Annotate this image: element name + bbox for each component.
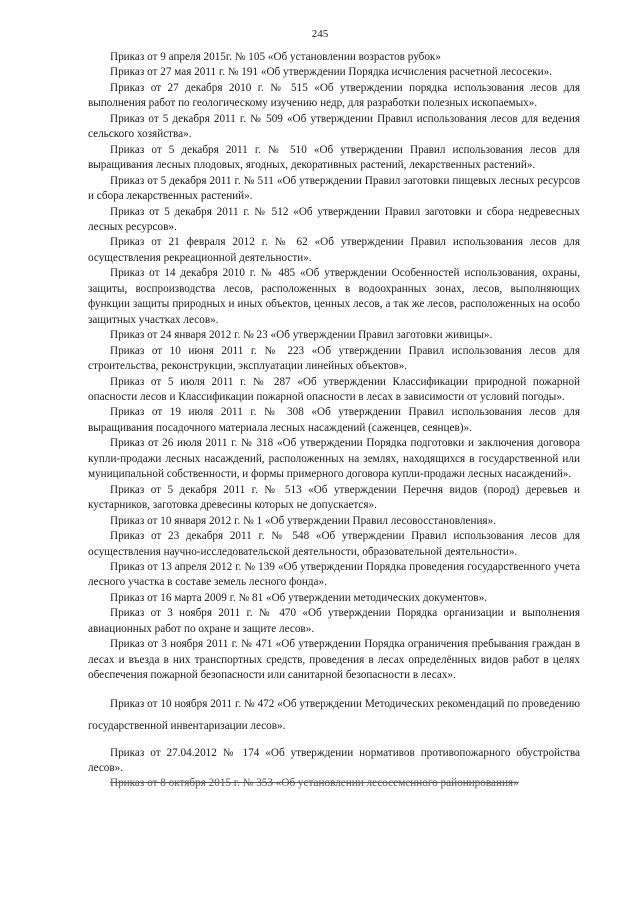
document-body [88,50,580,792]
page-number: 245 [311,28,329,40]
paragraph-order-510: Приказ от 5 декабря 2011 г. № 510 «Об утверждении Правил использования лесов для выращивания лесных плодовых, ягодных, декоративных растений, лекарственных растений». [88,143,580,172]
paragraph-order-470: Приказ от 3 ноября 2011 г. № 470 «Об утверждении Порядка организации и выполнения авиационных работ по охране и защите лесов». [88,607,580,635]
paragraph-order-287: Приказ от 5 июля 2011 г. № 287 «Об утверждении Классификации природной пожарной опасности лесов и Классификации пожарной опасности в лесах в зависимости от условий погоды». [88,375,580,403]
paragraph-order-472: Приказ от 10 ноября 2011 г. № 472 «Об утверждении Методических рекомендаций по проведению государственной инвентаризации лесов». [88,697,580,732]
paragraph-order-191: Приказ от 27 мая 2011 г. № 191 «Об утверждении Порядка исчисления расчетной лесосеки». [110,66,553,79]
paragraph-order-511: Приказ от 5 декабря 2011 г. № 511 «Об утверждении Правил заготовки пищевых лесных ресурсов и сбора лекарственных растений». [88,174,580,203]
paragraph-order-515: Приказ от 27 декабря 2010 г. № 515 «Об утверждении порядка использования лесов для выполнения работ по геологическому изучению недр, для разработки полезных ископаемых». [88,81,580,110]
paragraph-order-139: Приказ от 13 апреля 2012 г. № 139 «Об утверждении Порядка проведения государственного учета лесного участка в составе земель лесного фонда». [88,560,580,589]
paragraph-order-485: Приказ от 14 декабря 2010 г. № 485 «Об утверждении Особенностей использования, охраны, защиты, воспроизводства лесов, расположенных в водоохранных зонах, лесов, выполняющих функции защиты природных и иных объектов, ценных лесов, а так же лесов, расположенных на особо защитных участках лесов». [88,267,580,326]
paragraph-order-23: Приказ от 24 января 2012 г. № 23 «Об утверждении Правил заготовки живицы». [110,329,493,342]
paragraph-order-308: Приказ от 19 июля 2011 г. № 308 «Об утверждении Правил использования лесов для выращивания посадочного материала лесных насаждений (саженцев, сеянцев)». [88,406,580,434]
paragraph-order-1: Приказ от 10 января 2012 г. № 1 «Об утверждении Правил лесовосстановления». [110,514,496,527]
paragraph-order-318: Приказ от 26 июля 2011 г. № 318 «Об утверждении Порядка подготовки и заключения договора купли-продажи лесных насаждений, расположенных на землях, находящихся в государственной или муниципальной собственности, и формы примерного договора купли-продажи лесных насаждений». [88,437,580,481]
paragraph-order-62: Приказ от 21 февраля 2012 г. № 62 «Об утверждении Правил использования лесов для осуществления рекреационной деятельности». [88,236,580,264]
paragraph-order-513: Приказ от 5 декабря 2011 г. № 513 «Об утверждении Перечня видов (пород) деревьев и кустарников, заготовка древесины которых не допускается». [88,483,580,512]
paragraph-order-548: Приказ от 23 декабря 2011 г. № 548 «Об утверждении Правил использования лесов для осуществления научно-исследовательской деятельности, образовательной деятельности». [88,530,580,558]
paragraph-order-512: Приказ от 5 декабря 2011 г. № 512 «Об утверждении Правил заготовки и сбора недревесных лесных ресурсов». [88,205,580,233]
paragraph-order-223: Приказ от 10 июня 2011 г. № 223 «Об утверждении Правил использования лесов для строительства, реконструкции, эксплуатации линейных объектов». [88,344,580,373]
paragraph-order-105: Приказ от 9 апреля 2015г. № 105 «Об установлении возрастов рубок» [110,51,441,63]
paragraph-order-509: Приказ от 5 декабря 2011 г. № 509 «Об утверждении Правил использования лесов для ведения сельского хозяйства». [88,112,580,141]
paragraph-order-353-struck: Приказ от 8 октября 2015 г. № 353 «Об установлении лесосеменного районирования» [110,777,519,790]
paragraph-order-81: Приказ от 16 марта 2009 г. № 81 «Об утверждении методических документов». [110,591,487,604]
paragraph-order-174: Приказ от 27.04.2012 № 174 «Об утверждении нормативов противопожарного обустройства лесов». [88,746,580,775]
paragraph-order-471: Приказ от 3 ноября 2011 г. № 471 «Об утверждении Порядка ограничения пребывания граждан в лесах и въезда в них транспортных средств, проведения в лесах определённых видов работ в целях обеспечения пожарной безопасности или санитарной безопасности в лесах». [88,638,580,682]
